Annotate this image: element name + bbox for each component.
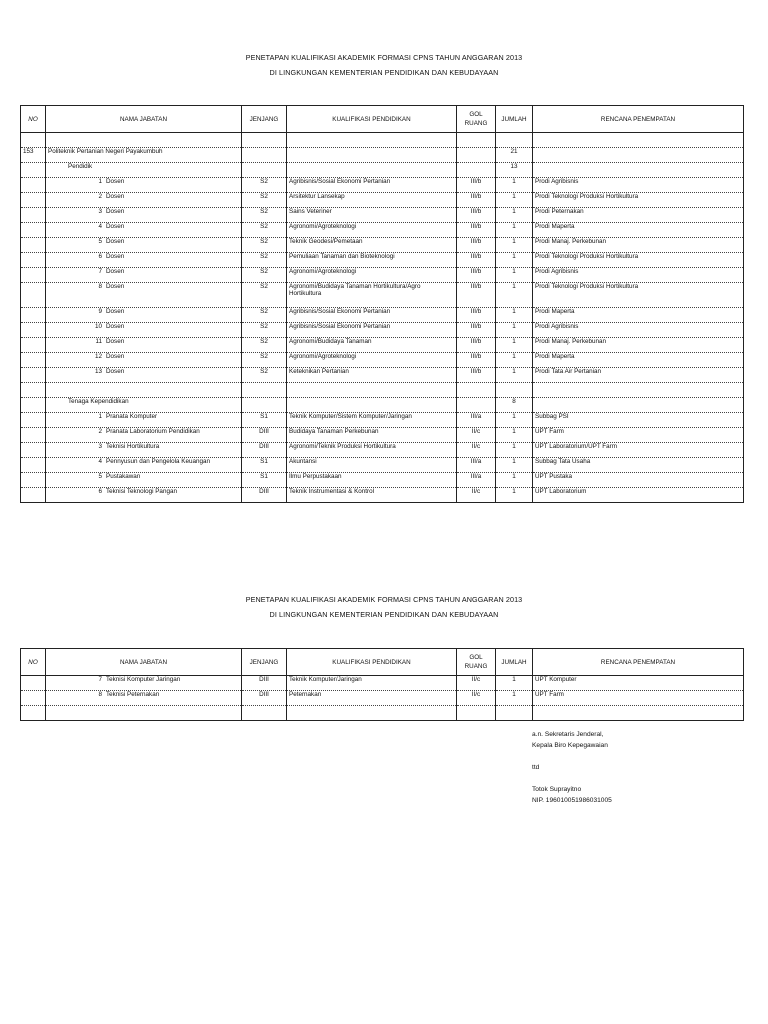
- cell-nama-jabatan: [46, 488, 242, 503]
- header-rencana: RENCANA PENEMPATAN: [533, 649, 744, 676]
- group-jumlah: 8: [496, 398, 533, 413]
- document-title-page2: PENETAPAN KUALIFIKASI AKADEMIK FORMASI CPNS TAHUN ANGGARAN 2013: [245, 595, 523, 604]
- header-nama-jabatan: NAMA JABATAN: [46, 649, 242, 676]
- cell-kualifikasi: Agronomi/Teknik Produksi Hortikultura: [287, 443, 457, 458]
- signature-on-behalf: a.n. Sekretaris Jenderal,: [532, 731, 604, 738]
- cell-row-number: 1: [98, 178, 102, 185]
- institution-row: [21, 148, 744, 163]
- table-row: [21, 676, 744, 691]
- cell-jumlah: 1: [496, 268, 533, 283]
- cell-row-number: 13: [94, 368, 102, 375]
- spacer-row: [21, 133, 744, 148]
- table-row: [21, 443, 744, 458]
- header-jumlah: JUMLAH: [496, 106, 533, 133]
- cell-nama-jabatan: [46, 238, 242, 253]
- header-no: NO: [21, 106, 46, 133]
- cell-jumlah: 1: [496, 443, 533, 458]
- cell-gol: III/b: [457, 283, 496, 308]
- cell-nama-jabatan: [46, 368, 242, 383]
- table-row: [21, 253, 744, 268]
- cell-jabatan-name: Teknisi Komputer Jaringan: [106, 676, 181, 683]
- signature-ttd: ttd: [532, 764, 540, 771]
- table-row: [21, 208, 744, 223]
- cell-row-number: 3: [98, 208, 102, 215]
- cell-jenjang: S1: [242, 458, 287, 473]
- signature-nip: NIP. 196010051986031005: [532, 797, 612, 804]
- cell-gol: III/b: [457, 368, 496, 383]
- cell-gol: III/b: [457, 323, 496, 338]
- cell-kualifikasi: Agronomi/Agroteknologi: [287, 353, 457, 368]
- cell-row-number: 6: [98, 253, 102, 260]
- table-row: [21, 368, 744, 383]
- cell-jabatan-name: Teknisi Teknologi Pangan: [106, 488, 177, 495]
- cell-jabatan-name: Teknisi Hortikultura: [106, 443, 160, 450]
- group-row-pendidik: [21, 163, 744, 178]
- cell-kualifikasi: Teknik Komputer/Sistem Komputer/Jaringan: [287, 413, 457, 428]
- cell-nama-jabatan: [46, 338, 242, 353]
- cell-jenjang: S2: [242, 193, 287, 208]
- cell-row-number: 10: [94, 323, 102, 330]
- cell-rencana: Prodi Agribisnis: [533, 268, 744, 283]
- cell-row-number: 12: [94, 353, 102, 360]
- group-name: Tenaga Kependidikan: [46, 398, 242, 413]
- cell-jabatan-name: Dosen: [106, 193, 125, 200]
- cell-kualifikasi: Agribisnis/Sosial Ekonomi Pertanian: [287, 178, 457, 193]
- cell-jumlah: 1: [496, 413, 533, 428]
- header-nama-jabatan: NAMA JABATAN: [46, 106, 242, 133]
- table-row: [21, 488, 744, 503]
- header-kualifikasi: KUALIFIKASI PENDIDIKAN: [287, 649, 457, 676]
- table-row: [21, 178, 744, 193]
- cell-jabatan-name: Dosen: [106, 323, 125, 330]
- cell-kualifikasi: Agronomi/Agroteknologi: [287, 223, 457, 238]
- cell-jenjang: S2: [242, 223, 287, 238]
- cell-jumlah: 1: [496, 193, 533, 208]
- cell-jabatan-name: Dosen: [106, 353, 125, 360]
- table-row: [21, 308, 744, 323]
- cell-jumlah: 1: [496, 691, 533, 706]
- cell-jabatan-name: Dosen: [106, 368, 125, 375]
- table-row: [21, 691, 744, 706]
- cell-kualifikasi: Sains Veteriner: [287, 208, 457, 223]
- cell-jumlah: 1: [496, 338, 533, 353]
- cell-jabatan-name: Dosen: [106, 268, 125, 275]
- cell-row-number: 7: [98, 676, 102, 683]
- cell-nama-jabatan: [46, 323, 242, 338]
- document-subtitle-page2: DI LINGKUNGAN KEMENTERIAN PENDIDIKAN DAN KEBUDAYAAN: [269, 610, 499, 619]
- formation-table-1: [20, 105, 744, 503]
- cell-jumlah: 1: [496, 473, 533, 488]
- cell-rencana: Subbag Tata Usaha: [533, 458, 744, 473]
- pendidik-rows: [21, 178, 744, 383]
- cell-gol: III/b: [457, 353, 496, 368]
- cell-jumlah: 1: [496, 368, 533, 383]
- cell-row-number: 6: [98, 488, 102, 495]
- cell-gol: III/b: [457, 338, 496, 353]
- cell-nama-jabatan: [46, 458, 242, 473]
- cell-jumlah: 1: [496, 283, 533, 308]
- group-name: Pendidik: [46, 163, 242, 178]
- cell-gol: III/b: [457, 253, 496, 268]
- cell-gol: III/a: [457, 473, 496, 488]
- cell-jumlah: 1: [496, 353, 533, 368]
- cell-jenjang: S2: [242, 283, 287, 308]
- cell-gol: II/c: [457, 676, 496, 691]
- document-subtitle: DI LINGKUNGAN KEMENTERIAN PENDIDIKAN DAN KEBUDAYAAN: [269, 68, 499, 77]
- cell-nama-jabatan: [46, 691, 242, 706]
- cell-rencana: UPT Komputer: [533, 676, 744, 691]
- table-header-row: [21, 106, 744, 133]
- header-rencana: RENCANA PENEMPATAN: [533, 106, 744, 133]
- cell-row-number: 2: [98, 428, 102, 435]
- cell-jenjang: S2: [242, 353, 287, 368]
- header-kualifikasi: KUALIFIKASI PENDIDIKAN: [287, 106, 457, 133]
- table-row: [21, 283, 744, 308]
- cell-jumlah: 1: [496, 323, 533, 338]
- cell-jenjang: DIII: [242, 443, 287, 458]
- cell-jabatan-name: Dosen: [106, 208, 125, 215]
- cell-jenjang: S2: [242, 238, 287, 253]
- cell-jabatan-name: Dosen: [106, 238, 125, 245]
- cell-rencana: UPT Farm: [533, 428, 744, 443]
- cell-gol: III/b: [457, 268, 496, 283]
- cell-nama-jabatan: [46, 223, 242, 238]
- cell-kualifikasi: Agronomi/Budidaya Tanaman: [287, 338, 457, 353]
- cell-rencana: UPT Farm: [533, 691, 744, 706]
- cell-row-number: 8: [98, 283, 102, 290]
- spacer-row: [21, 383, 744, 398]
- table-row: [21, 353, 744, 368]
- cell-nama-jabatan: [46, 413, 242, 428]
- cell-nama-jabatan: [46, 253, 242, 268]
- table-row: [21, 413, 744, 428]
- cell-nama-jabatan: [46, 193, 242, 208]
- cell-jumlah: 1: [496, 676, 533, 691]
- table-row: [21, 428, 744, 443]
- cell-row-number: 8: [98, 691, 102, 698]
- cell-kualifikasi: Teknik Geodesi/Pemetaan: [287, 238, 457, 253]
- cell-gol: III/b: [457, 238, 496, 253]
- cell-nama-jabatan: [46, 208, 242, 223]
- cell-jumlah: 1: [496, 238, 533, 253]
- cell-kualifikasi: Agronomi/Budidaya Tanaman Hortikultura/Agro Hortikultura: [287, 283, 457, 308]
- cell-gol: II/c: [457, 488, 496, 503]
- cell-gol: III/a: [457, 413, 496, 428]
- cell-row-number: 4: [98, 223, 102, 230]
- cell-nama-jabatan: [46, 178, 242, 193]
- cell-jabatan-name: Pranata Komputer: [106, 413, 158, 420]
- cell-jabatan-name: Dosen: [106, 223, 125, 230]
- institution-jumlah: 21: [496, 148, 533, 163]
- cell-rencana: Subbag PSI: [533, 413, 744, 428]
- cell-jumlah: 1: [496, 223, 533, 238]
- cell-jenjang: S2: [242, 338, 287, 353]
- cell-row-number: 2: [98, 193, 102, 200]
- cell-jenjang: S2: [242, 208, 287, 223]
- cell-rencana: Prodi Agribisnis: [533, 178, 744, 193]
- cell-row-number: 7: [98, 268, 102, 275]
- cell-nama-jabatan: [46, 676, 242, 691]
- cell-row-number: 3: [98, 443, 102, 450]
- signature-name: Totok Suprayitno: [532, 786, 582, 793]
- cell-row-number: 5: [98, 238, 102, 245]
- cell-nama-jabatan: [46, 473, 242, 488]
- cell-jenjang: DIII: [242, 488, 287, 503]
- cell-jumlah: 1: [496, 458, 533, 473]
- cell-jabatan-name: Pustakawan: [106, 473, 141, 480]
- cell-kualifikasi: Teknik Komputer/Jaringan: [287, 676, 457, 691]
- table-row: [21, 223, 744, 238]
- cell-jabatan-name: Dosen: [106, 253, 125, 260]
- cell-jabatan-name: Dosen: [106, 308, 125, 315]
- cell-rencana: Prodi Manaj. Perkebunan: [533, 238, 744, 253]
- cell-jabatan-name: Pennyusun dan Pengelola Keuangan: [106, 458, 210, 465]
- cell-jabatan-name: Dosen: [106, 283, 125, 290]
- cell-gol: II/c: [457, 428, 496, 443]
- header-gol-ruang: GOL RUANG: [457, 649, 496, 676]
- cell-rencana: Prodi Tata Air Pertanian: [533, 368, 744, 383]
- cell-row-number: 9: [98, 308, 102, 315]
- cell-jumlah: 1: [496, 428, 533, 443]
- cell-kualifikasi: Akuntansi: [287, 458, 457, 473]
- cell-jenjang: S2: [242, 253, 287, 268]
- cell-rencana: Prodi Teknologi Produksi Hortikultura: [533, 193, 744, 208]
- cell-rencana: UPT Laboratorium: [533, 488, 744, 503]
- header-jenjang: JENJANG: [242, 106, 287, 133]
- cell-row-number: 1: [98, 413, 102, 420]
- cell-jabatan-name: Teknisi Peternakan: [106, 691, 160, 698]
- cell-jenjang: DIII: [242, 428, 287, 443]
- table-row: [21, 323, 744, 338]
- table-row: [21, 238, 744, 253]
- header-gol-ruang: GOL RUANG: [457, 106, 496, 133]
- cell-nama-jabatan: [46, 428, 242, 443]
- table-row: [21, 193, 744, 208]
- cell-kualifikasi: Peternakan: [287, 691, 457, 706]
- institution-name: Politeknik Pertanian Negeri Payakumbuh: [46, 148, 242, 163]
- cell-rencana: Prodi Teknologi Produksi Hortikultura: [533, 253, 744, 268]
- cell-rencana: Prodi Maperta: [533, 308, 744, 323]
- cell-jenjang: DIII: [242, 676, 287, 691]
- formation-table-2: [20, 648, 744, 721]
- cell-gol: III/b: [457, 223, 496, 238]
- cell-gol: III/b: [457, 308, 496, 323]
- table-header-row: [21, 649, 744, 676]
- table-row: [21, 338, 744, 353]
- cell-kualifikasi: Arsitektur Lansekap: [287, 193, 457, 208]
- header-jumlah: JUMLAH: [496, 649, 533, 676]
- page2-rows: [21, 676, 744, 706]
- cell-jenjang: S2: [242, 308, 287, 323]
- cell-kualifikasi: Budidaya Tanaman Perkebunan: [287, 428, 457, 443]
- document-title: PENETAPAN KUALIFIKASI AKADEMIK FORMASI CPNS TAHUN ANGGARAN 2013: [245, 53, 523, 62]
- cell-jenjang: S1: [242, 413, 287, 428]
- cell-kualifikasi: Agribisnis/Sosial Ekonomi Pertanian: [287, 323, 457, 338]
- cell-row-number: 11: [95, 338, 102, 345]
- cell-jabatan-name: Pranata Laboratorium Pendidikan: [106, 428, 200, 435]
- header-jenjang: JENJANG: [242, 649, 287, 676]
- cell-gol: III/b: [457, 178, 496, 193]
- cell-jumlah: 1: [496, 253, 533, 268]
- cell-jumlah: 1: [496, 308, 533, 323]
- cell-kualifikasi: Pemuliaan Tanaman dan Bioteknologi: [287, 253, 457, 268]
- cell-jenjang: S1: [242, 473, 287, 488]
- cell-jumlah: 1: [496, 488, 533, 503]
- institution-no: 153: [21, 148, 46, 163]
- table-row: [21, 473, 744, 488]
- cell-kualifikasi: Agribisnis/Sosial Ekonomi Pertanian: [287, 308, 457, 323]
- cell-jenjang: S2: [242, 323, 287, 338]
- cell-jenjang: S2: [242, 268, 287, 283]
- spacer-row: [21, 706, 744, 721]
- tenaga-rows: [21, 413, 744, 503]
- cell-jumlah: 1: [496, 208, 533, 223]
- cell-kualifikasi: Agronomi/Agroteknologi: [287, 268, 457, 283]
- cell-rencana: Prodi Manaj. Perkebunan: [533, 338, 744, 353]
- cell-nama-jabatan: [46, 268, 242, 283]
- cell-rencana: Prodi Agribisnis: [533, 323, 744, 338]
- cell-gol: III/a: [457, 458, 496, 473]
- group-jumlah: 13: [496, 163, 533, 178]
- cell-rencana: Prodi Maperta: [533, 223, 744, 238]
- cell-row-number: 4: [98, 458, 102, 465]
- cell-jenjang: DIII: [242, 691, 287, 706]
- cell-nama-jabatan: [46, 443, 242, 458]
- cell-nama-jabatan: [46, 353, 242, 368]
- cell-jenjang: S2: [242, 368, 287, 383]
- cell-rencana: Prodi Peternakan: [533, 208, 744, 223]
- table-row: [21, 458, 744, 473]
- signature-position: Kepala Biro Kepegawaian: [532, 742, 608, 749]
- cell-rencana: Prodi Maperta: [533, 353, 744, 368]
- cell-jabatan-name: Dosen: [106, 178, 125, 185]
- table-row: [21, 268, 744, 283]
- cell-rencana: Prodi Teknologi Produksi Hortikultura: [533, 283, 744, 308]
- header-no: NO: [21, 649, 46, 676]
- cell-nama-jabatan: [46, 283, 242, 308]
- cell-kualifikasi: Teknik Instrumentasi & Kontrol: [287, 488, 457, 503]
- cell-gol: III/b: [457, 193, 496, 208]
- cell-kualifikasi: Keteknikan Pertanian: [287, 368, 457, 383]
- cell-jabatan-name: Dosen: [106, 338, 125, 345]
- cell-rencana: UPT Pustaka: [533, 473, 744, 488]
- cell-gol: II/c: [457, 691, 496, 706]
- cell-gol: II/c: [457, 443, 496, 458]
- cell-jumlah: 1: [496, 178, 533, 193]
- cell-row-number: 5: [98, 473, 102, 480]
- cell-rencana: UPT Laboratorium/UPT Farm: [533, 443, 744, 458]
- cell-kualifikasi: Ilmu Perpustakaan: [287, 473, 457, 488]
- cell-gol: III/b: [457, 208, 496, 223]
- cell-nama-jabatan: [46, 308, 242, 323]
- cell-jenjang: S2: [242, 178, 287, 193]
- group-row-tenaga-kependidikan: [21, 398, 744, 413]
